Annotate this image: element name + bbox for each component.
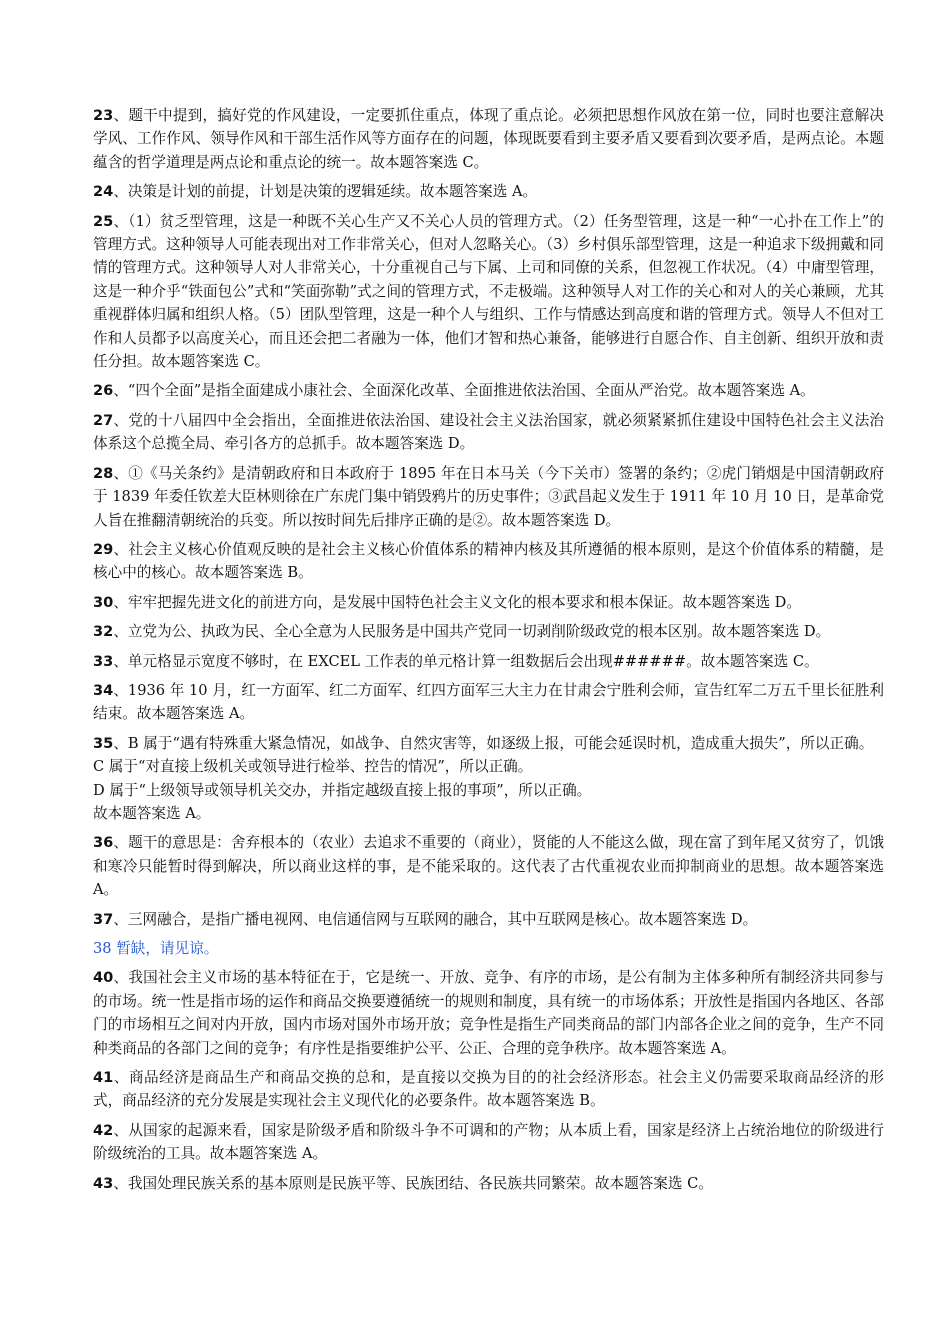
answer-43 [93, 1172, 884, 1195]
answer-36 [93, 831, 884, 901]
answer-text: 、决策是计划的前提，计划是决策的逻辑延续。故本题答案选 A。 [113, 183, 538, 201]
answer-number: 25 [93, 212, 114, 230]
answer-number: 30 [93, 593, 114, 611]
answer-33 [93, 650, 884, 673]
answer-24 [93, 180, 884, 203]
answer-text: 、题干的意思是：舍弃根本的（农业）去追求不重要的（商业），贤能的人不能这么做，现在富了到年尾又贫穷了，饥饿和寒冷只能暂时得到解决，所以商业这样的事，是不能采取的。这代表了古代重视农业而抑制商业的思想。故本题答案选 A。 [93, 834, 884, 899]
answer-25 [93, 210, 884, 374]
answer-number: 26 [93, 382, 114, 400]
answer-number: 32 [93, 623, 114, 641]
answer-number: 28 [93, 464, 114, 482]
answer-text: 、三网融合，是指广播电视网、电信通信网与互联网的融合，其中互联网是核心。故本题答案选 D。 [113, 910, 758, 928]
answer-line: D 属于“上级领导或领导机关交办，并指定越级直接上报的事项”，所以正确。 [93, 781, 592, 799]
answer-28 [93, 462, 884, 532]
answer-41 [93, 1066, 884, 1113]
answer-26 [93, 379, 884, 402]
answer-text: 、题干中提到，搞好党的作风建设，一定要抓住重点，体现了重点论。必须把思想作风放在第一位，同时也要注意解决学风、工作作风、领导作风和干部生活作风等方面存在的问题，体现既要看到主要矛盾又要看到次要矛盾，是两点论。本题蕴含的哲学道理是两点论和重点论的统一。故本题答案选 C。 [93, 107, 884, 171]
answer-35 [93, 732, 884, 826]
answer-text: 、①《马关条约》是清朝政府和日本政府于 1895 年在日本马关（今下关市）签署的条约；②虎门销烟是中国清朝政府于 1839 年委任钦差大臣林则徐在广东虎门集中销毁鸦片的历史事件；③武昌起义发生于 1911 年 10 月 10 日，是革命党人旨在推翻清朝统治的兵变。所以按时间先后排序正确的是②。故本题答案选 D。 [93, 464, 884, 529]
answer-number: 35 [93, 734, 114, 752]
answer-line: 故本题答案选 A。 [93, 804, 211, 822]
answer-text: 、我国社会主义市场的基本特征在于，它是统一、开放、竞争、有序的市场，是公有制为主体多种所有制经济共同参与的市场。统一性是指市场的运作和商品交换要遵循统一的规则和制度，具有统一的市场体系；开放性是指国内各地区、各部门的市场相互之间对内开放，国内市场对国外市场开放；竞争性是指生产同类商品的部门内部各企业之间的竞争，生产不同种类商品的各部门之间的竞争；有序性是指要维护公平、公正、合理的竞争秩序。故本题答案选 A。 [93, 969, 884, 1057]
answer-number: 29 [93, 540, 114, 558]
answer-number: 37 [93, 910, 114, 928]
answer-line: C 属于“对直接上级机关或领导进行检举、控告的情况”，所以正确。 [93, 758, 533, 776]
answer-text: 、立党为公、执政为民、全心全意为人民服务是中国共产党同一切剥削阶级政党的根本区别。故本题答案选 D。 [113, 623, 831, 641]
answer-number: 40 [93, 969, 114, 987]
answer-text: 、（1）贫乏型管理，这是一种既不关心生产又不关心人员的管理方式。（2）任务型管理，这是一种“一心扑在工作上”的管理方式。这种领导人可能表现出对工作非常关心，但对人忽略关心。（3）乡村俱乐部型管理，这是一种追求下级拥戴和同情的管理方式。这种领导人对人非常关心，十分重视自己与下属、上司和同僚的关系，但忽视工作状况。（4）中庸型管理，这是一种介乎“铁面包公”式和“笑面弥勒”式之间的管理方式，不走极端。这种领导人对工作的关心和对人的关心兼顾，尤其重视群体归属和组织人格。（5）团队型管理，这是一种个人与组织、工作与情感达到高度和谐的管理方式。领导人不但对工作和人员都予以高度关心，而且还会把二者融为一体，他们才智和热心兼备，能够进行自愿合作、自主创新、组织开放和责任分担。故本题答案选 C。 [93, 212, 884, 371]
answer-number: 27 [93, 411, 114, 429]
answer-number: 36 [93, 834, 114, 852]
answer-number: 42 [93, 1121, 114, 1139]
answer-text: 、从国家的起源来看，国家是阶级矛盾和阶级斗争不可调和的产物；从本质上看，国家是经济上占统治地位的阶级进行阶级统治的工具。故本题答案选 A。 [93, 1121, 884, 1163]
answer-29 [93, 538, 884, 585]
answer-42 [93, 1119, 884, 1166]
answer-32 [93, 620, 884, 643]
answer-40 [93, 966, 884, 1060]
answer-number: 23 [93, 107, 114, 124]
answer-text: 、我国处理民族关系的基本原则是民族平等、民族团结、各民族共同繁荣。故本题答案选 C。 [113, 1174, 713, 1192]
answer-23 [93, 104, 884, 174]
answer-text: 、社会主义核心价值观反映的是社会主义核心价值体系的精神内核及其所遵循的根本原则，是这个价值体系的精髓，是核心中的核心。故本题答案选 B。 [93, 540, 884, 582]
answer-number: 41 [93, 1069, 114, 1087]
answer-text: 、商品经济是商品生产和商品交换的总和，是直接以交换为目的的社会经济形态。社会主义仍需要采取商品经济的形式，商品经济的充分发展是实现社会主义现代化的必要条件。故本题答案选 B。 [93, 1069, 884, 1110]
answer-text: 、党的十八届四中全会指出，全面推进依法治国、建设社会主义法治国家，就必须紧紧抓住建设中国特色社会主义法治体系这个总揽全局、牵引各方的总抓手。故本题答案选 D。 [93, 411, 884, 453]
answer-30 [93, 591, 884, 614]
answer-number: 33 [93, 652, 114, 670]
answer-number: 43 [93, 1174, 114, 1192]
answer-37 [93, 908, 884, 931]
answer-text: 、B 属于“遇有特殊重大紧急情况，如战争、自然灾害等，如逐级上报，可能会延误时机，造成重大损失”，所以正确。 [113, 734, 874, 752]
missing-38-note: 38 暂缺，请见谅。 [93, 940, 219, 957]
answer-number: 34 [93, 681, 114, 699]
answer-number: 24 [93, 183, 114, 201]
answer-27 [93, 409, 884, 456]
answer-text: 、单元格显示宽度不够时，在 EXCEL 工作表的单元格计算一组数据后会出现######。故本题答案选 C。 [113, 652, 819, 670]
answer-text: 、“四个全面”是指全面建成小康社会、全面深化改革、全面推进依法治国、全面从严治党。故本题答案选 A。 [113, 382, 815, 400]
answer-text: 、1936 年 10 月，红一方面军、红二方面军、红四方面军三大主力在甘肃会宁胜利会师，宣告红军二万五千里长征胜利结束。故本题答案选 A。 [93, 681, 884, 723]
answer-34 [93, 679, 884, 726]
answer-text: 、牢牢把握先进文化的前进方向，是发展中国特色社会主义文化的根本要求和根本保证。故本题答案选 D。 [113, 593, 801, 611]
